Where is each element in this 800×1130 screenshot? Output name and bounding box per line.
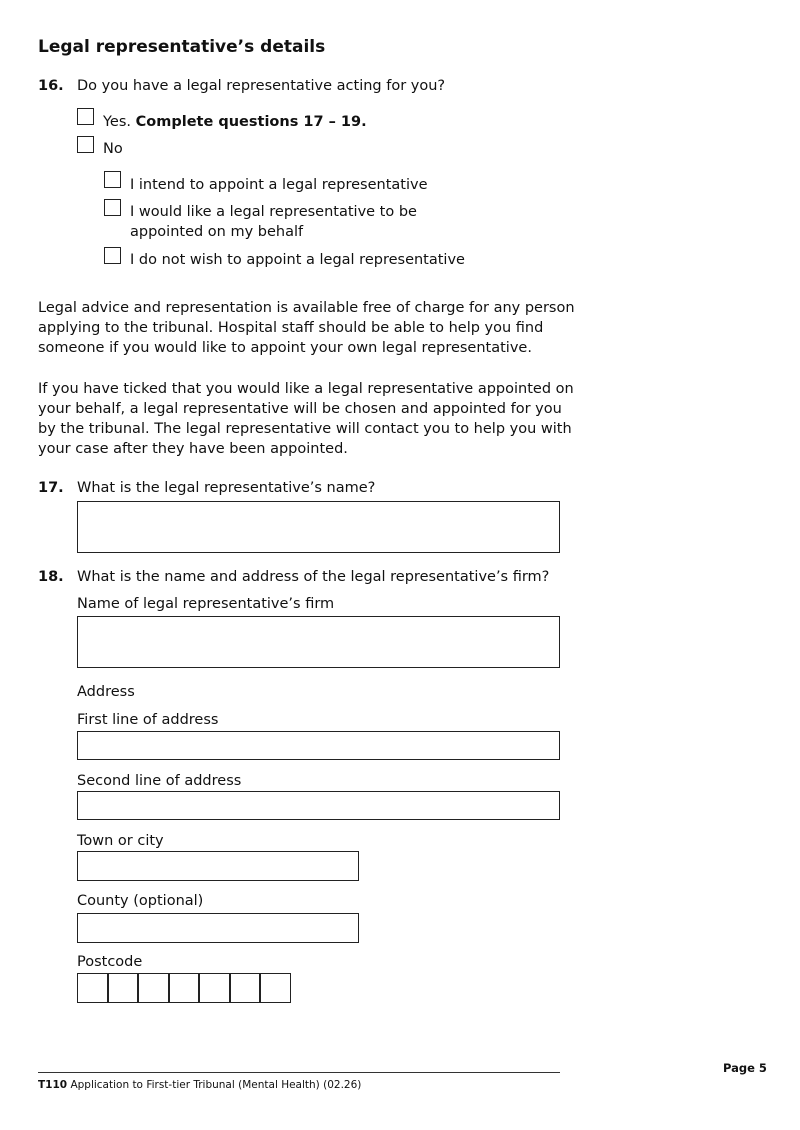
appoint-on-behalf-label-line2: appointed on my behalf bbox=[130, 224, 304, 240]
yes-option bbox=[103, 114, 367, 130]
intend-to-appoint-checkbox[interactable] bbox=[104, 171, 121, 188]
firm-name-label: Name of legal representative’s firm bbox=[77, 596, 335, 612]
info-paragraph-1 bbox=[38, 298, 575, 358]
info-paragraph-1-line: Legal advice and representation is available free of charge for any person bbox=[38, 300, 575, 316]
question-18-text: What is the name and address of the legal representative’s firm? bbox=[77, 569, 550, 585]
question-16-number: 16. bbox=[38, 78, 64, 94]
county-label: County (optional) bbox=[77, 893, 204, 909]
postcode-input[interactable] bbox=[77, 973, 292, 1003]
yes-instruction: Complete questions 17 – 19. bbox=[135, 114, 367, 130]
address-label: Address bbox=[77, 684, 135, 700]
info-paragraph-1-line: someone if you would like to appoint your own legal representative. bbox=[38, 340, 532, 356]
appoint-on-behalf-label-line1: I would like a legal representative to be bbox=[130, 204, 417, 220]
firm-name-input[interactable] bbox=[77, 616, 560, 668]
info-paragraph-2-line: your behalf, a legal representative will be chosen and appointed for you bbox=[38, 401, 562, 417]
address-line1-label: First line of address bbox=[77, 712, 219, 728]
appoint-on-behalf-checkbox[interactable] bbox=[104, 199, 121, 216]
info-paragraph-2-line: your case after they have been appointed. bbox=[38, 441, 348, 457]
question-16-text: Do you have a legal representative acting for you? bbox=[77, 78, 446, 94]
postcode-cell[interactable] bbox=[138, 973, 169, 1003]
yes-label: Yes. bbox=[103, 114, 132, 130]
county-input[interactable] bbox=[77, 913, 359, 943]
do-not-wish-label: I do not wish to appoint a legal representative bbox=[130, 252, 465, 268]
representative-name-input[interactable] bbox=[77, 501, 560, 553]
address-line1-input[interactable] bbox=[77, 731, 560, 760]
section-title: Legal representative’s details bbox=[38, 37, 326, 57]
do-not-wish-checkbox[interactable] bbox=[104, 247, 121, 264]
postcode-cell[interactable] bbox=[77, 973, 108, 1003]
question-18-number: 18. bbox=[38, 569, 64, 585]
yes-checkbox[interactable] bbox=[77, 108, 94, 125]
postcode-cell[interactable] bbox=[260, 973, 291, 1003]
info-paragraph-2 bbox=[38, 379, 574, 459]
footer-text bbox=[38, 1079, 361, 1091]
postcode-cell[interactable] bbox=[169, 973, 200, 1003]
town-label: Town or city bbox=[77, 833, 164, 849]
postcode-cell[interactable] bbox=[199, 973, 230, 1003]
no-label: No bbox=[103, 141, 123, 157]
form-title: Application to First-tier Tribunal (Mental Health) (02.26) bbox=[70, 1079, 362, 1091]
postcode-cell[interactable] bbox=[108, 973, 139, 1003]
info-paragraph-2-line: If you have ticked that you would like a legal representative appointed on bbox=[38, 381, 574, 397]
postcode-label: Postcode bbox=[77, 954, 143, 970]
address-line2-label: Second line of address bbox=[77, 773, 242, 789]
address-line2-input[interactable] bbox=[77, 791, 560, 820]
intend-to-appoint-label: I intend to appoint a legal representative bbox=[130, 177, 428, 193]
footer-divider bbox=[38, 1072, 560, 1073]
question-17-number: 17. bbox=[38, 480, 64, 496]
info-paragraph-2-line: by the tribunal. The legal representative will contact you to help you with bbox=[38, 421, 572, 437]
form-code: T110 bbox=[38, 1079, 68, 1091]
info-paragraph-1-line: applying to the tribunal. Hospital staff should be able to help you find bbox=[38, 320, 544, 336]
town-input[interactable] bbox=[77, 851, 359, 881]
no-checkbox[interactable] bbox=[77, 136, 94, 153]
question-17-text: What is the legal representative’s name? bbox=[77, 480, 376, 496]
page-number: Page 5 bbox=[723, 1061, 767, 1075]
postcode-cell[interactable] bbox=[230, 973, 261, 1003]
